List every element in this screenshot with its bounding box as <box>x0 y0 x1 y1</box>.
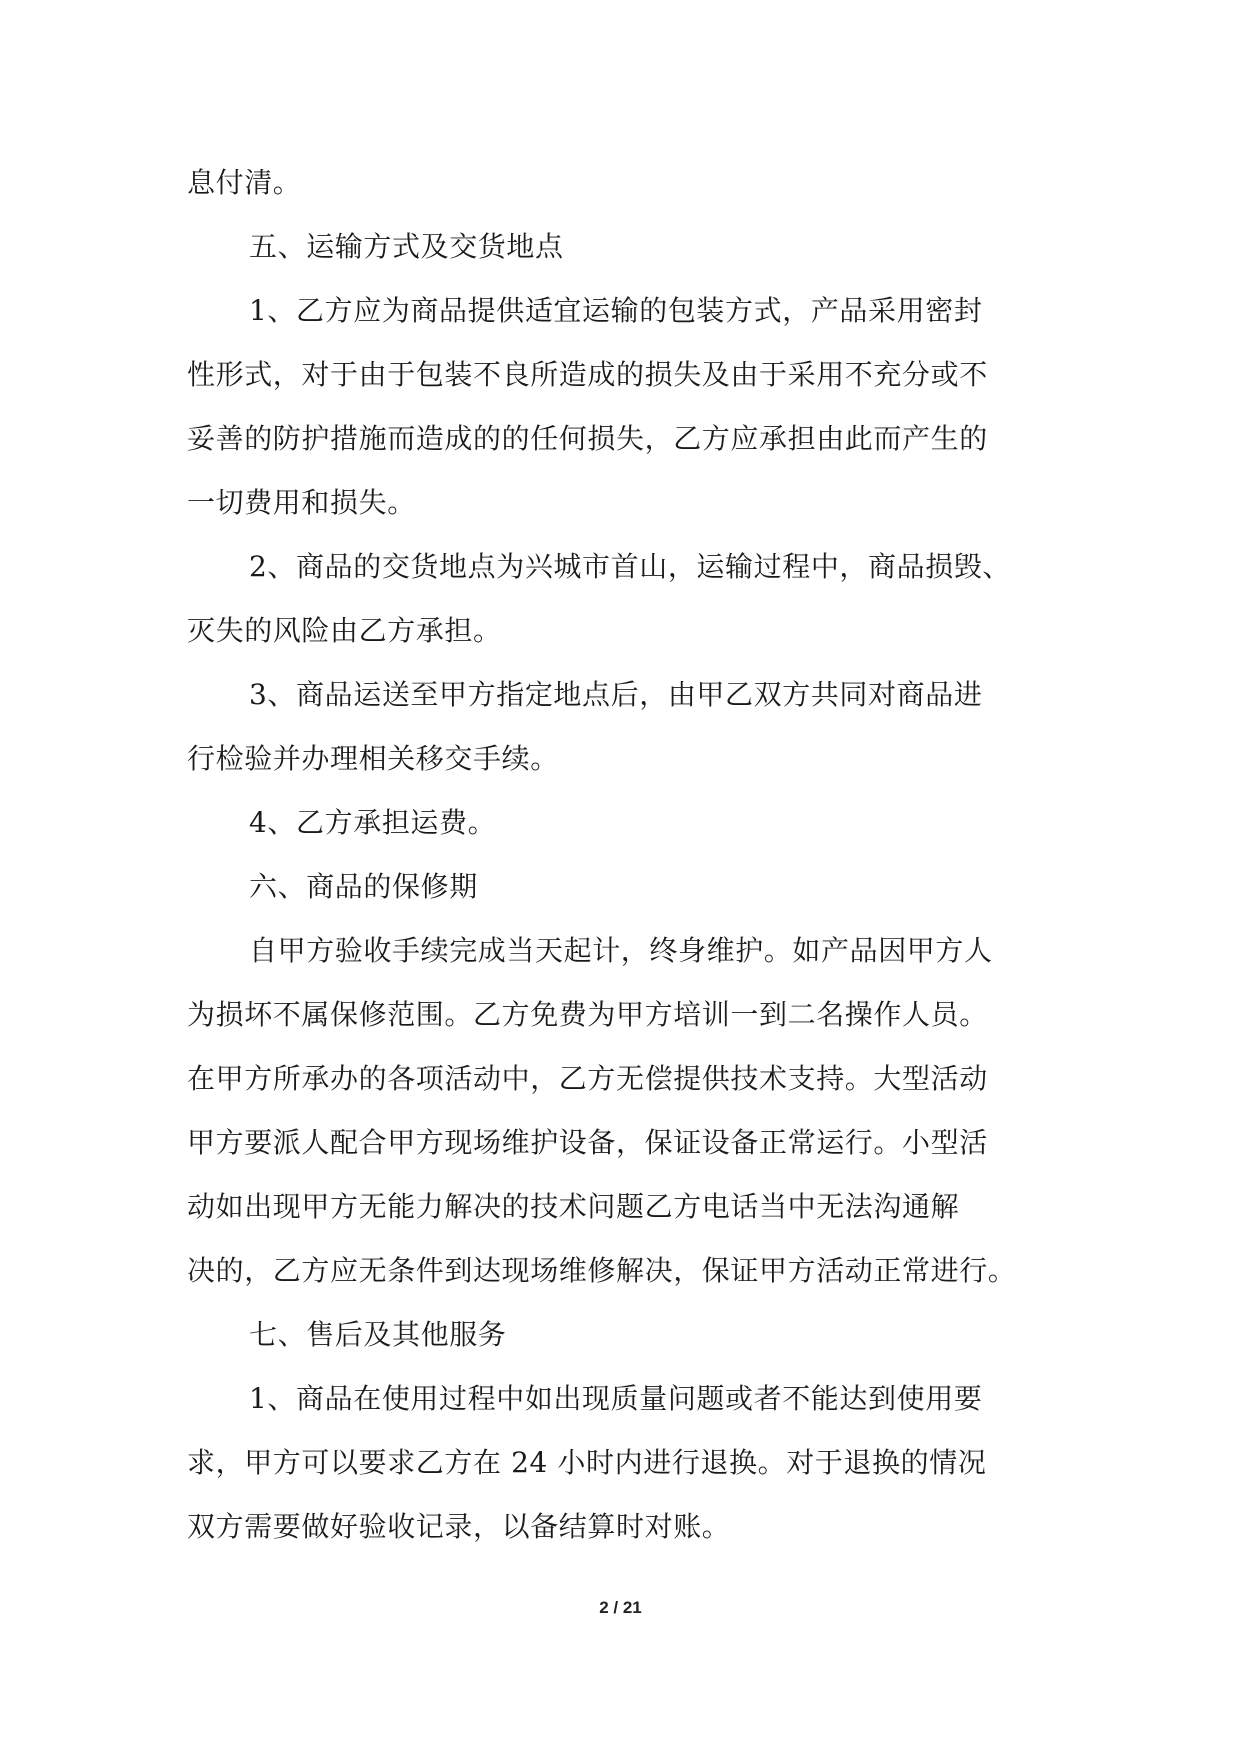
text-line: 妥善的防护措施而造成的的任何损失，乙方应承担由此而产生的 <box>187 422 988 455</box>
text-line: 决的，乙方应无条件到达现场维修解决，保证甲方活动正常进行。 <box>187 1254 1017 1287</box>
section-heading-warranty: 六、商品的保修期 <box>249 870 478 903</box>
text-line: 自甲方验收手续完成当天起计，终身维护。如产品因甲方人 <box>249 934 993 967</box>
text-line: 双方需要做好验收记录，以备结算时对账。 <box>187 1510 731 1543</box>
text-line: 行检验并办理相关移交手续。 <box>187 742 559 775</box>
text-line: 4、乙方承担运费。 <box>249 806 497 839</box>
text-line: 3、商品运送至甲方指定地点后，由甲乙双方共同对商品进 <box>249 678 983 711</box>
text-line: 1、商品在使用过程中如出现质量问题或者不能达到使用要 <box>249 1382 983 1415</box>
text-line: 1、乙方应为商品提供适宜运输的包装方式，产品采用密封 <box>249 294 983 327</box>
text-line: 灭失的风险由乙方承担。 <box>187 614 502 647</box>
section-heading-transport: 五、运输方式及交货地点 <box>249 230 564 263</box>
text-line: 求，甲方可以要求乙方在 24 小时内进行退换。对于退换的情况 <box>187 1446 987 1479</box>
page-number: 2 / 21 <box>599 1598 642 1617</box>
text-line: 甲方要派人配合甲方现场维护设备，保证设备正常运行。小型活 <box>187 1126 988 1159</box>
text-line: 为损坏不属保修范围。乙方免费为甲方培训一到二名操作人员。 <box>187 998 988 1031</box>
text-line: 性形式，对于由于包装不良所造成的损失及由于采用不充分或不 <box>187 358 988 391</box>
text-line: 2、商品的交货地点为兴城市首山，运输过程中，商品损毁、 <box>249 550 1012 583</box>
text-line: 在甲方所承办的各项活动中，乙方无偿提供技术支持。大型活动 <box>187 1062 988 1095</box>
text-line: 动如出现甲方无能力解决的技术问题乙方电话当中无法沟通解 <box>187 1190 960 1223</box>
document-body <box>187 151 1067 1559</box>
text-line: 息付清。 <box>187 166 302 199</box>
text-line: 一切费用和损失。 <box>187 486 416 519</box>
section-heading-after-sales: 七、售后及其他服务 <box>249 1318 507 1351</box>
